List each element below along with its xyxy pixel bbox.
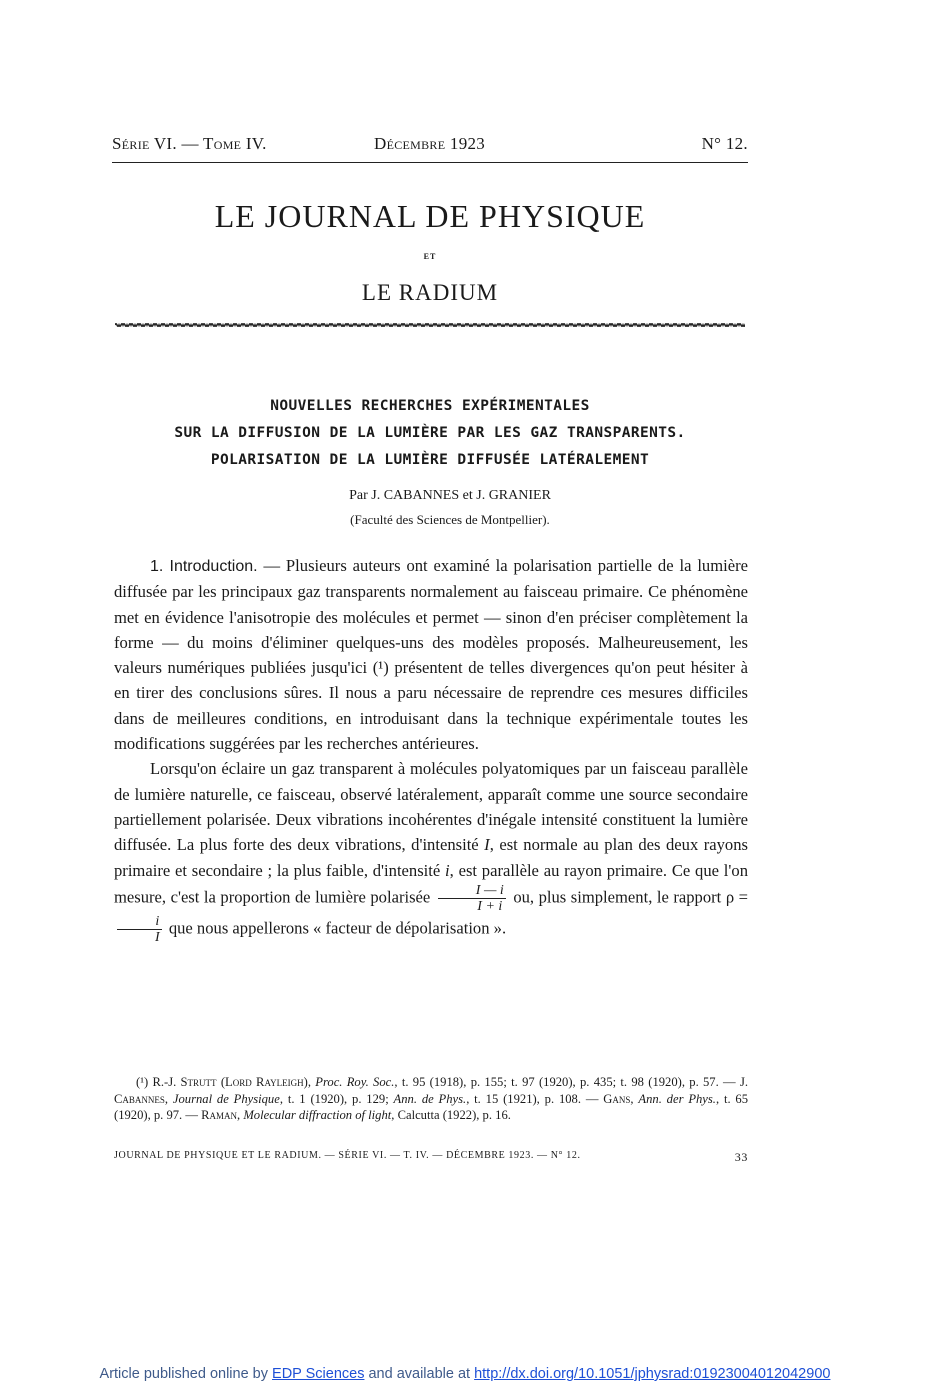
footnote-author: Gans bbox=[603, 1091, 631, 1106]
fraction-denominator: I bbox=[155, 929, 160, 945]
footnote-author: Raman bbox=[201, 1108, 238, 1123]
fraction-numerator: i bbox=[117, 914, 162, 930]
footnote-ref: , Calcutta (1922), p. 16. bbox=[391, 1108, 511, 1123]
article-body bbox=[114, 553, 748, 945]
series-volume: Série VI. — Tome IV. bbox=[112, 134, 267, 153]
rho-equation: ρ = bbox=[725, 887, 748, 907]
fraction-polarized bbox=[438, 883, 506, 914]
journal-title: LE JOURNAL DE PHYSIQUE bbox=[214, 198, 646, 234]
article-title-line-3: POLARISATION DE LA LUMIÈRE DIFFUSÉE LATÉRALEMENT bbox=[210, 452, 650, 468]
journal-subtitle: LE RADIUM bbox=[361, 280, 499, 305]
running-header bbox=[112, 134, 748, 156]
footnote-journal: Ann. de Phys. bbox=[393, 1091, 467, 1106]
footnote-sep: , bbox=[630, 1091, 639, 1106]
paragraph-2-text-d: ou, plus simplement, le rapport bbox=[508, 887, 726, 907]
paragraph-2-text-e: que nous appellerons « facteur de dépolarisation ». bbox=[164, 918, 507, 938]
banner-prefix: Article published online by bbox=[99, 1366, 273, 1382]
paragraph-2-text-b: , est normale au plan des deux rayons primaire et secondaire ; la plus faible, d'intensité bbox=[114, 835, 748, 880]
footnote-author: R.-J. Strutt (Lord Rayleigh) bbox=[152, 1075, 308, 1089]
symbol-I: I bbox=[484, 835, 490, 855]
footnote-journal: Ann. der Phys. bbox=[638, 1091, 716, 1106]
symbol-i: i bbox=[445, 860, 450, 880]
article-title-line-1: NOUVELLES RECHERCHES EXPÉRIMENTALES bbox=[270, 398, 590, 414]
journal-title-et: ET bbox=[423, 252, 437, 261]
affiliation: (Faculté des Sciences de Montpellier). bbox=[350, 512, 550, 527]
footnote-sep: , bbox=[237, 1108, 244, 1123]
footnote-journal: Molecular diffraction of light bbox=[243, 1108, 392, 1123]
section-heading: 1. Introduction. bbox=[150, 558, 258, 575]
page-number: 33 bbox=[734, 1150, 748, 1164]
banner-middle: and available at bbox=[364, 1366, 475, 1382]
article-title-line-2: SUR LA DIFFUSION DE LA LUMIÈRE PAR LES GAZ TRANSPARENTS. bbox=[174, 425, 686, 441]
publisher-link[interactable]: EDP Sciences bbox=[272, 1366, 365, 1382]
footer-citation: JOURNAL DE PHYSIQUE ET LE RADIUM. — SÉRIE VI. — T. IV. — DÉCEMBRE 1923. — N° 12. bbox=[114, 1150, 581, 1161]
paragraph-1-text: — Plusieurs auteurs ont examiné la polarisation partielle de la lumière diffusée par les principaux gaz transparents normalement au faisceau primaire. Ce phénomène met en évidence l'anisotropie des molécules et permet — sinon d'en préciser complètement la forme — du moins d'éliminer quelques-uns des modèles proposés. Malheureusement, les valeurs numériques publiées jusqu'ici (¹) présentent de telles divergences qu'on peut hésiter à en tirer des conclusions sûres. Il nous a paru nécessaire de reprendre ces mesures difficiles dans de meilleures conditions, en introduisant dans la technique expérimentale toutes les modifications suggérées par les recherches antérieures. bbox=[114, 556, 748, 754]
footnote-journal: Journal de Physique bbox=[172, 1091, 280, 1106]
fraction-denominator: I + i bbox=[477, 898, 503, 914]
footnote-ref: , t. 65 (1920), p. 97. — bbox=[114, 1091, 749, 1123]
footnote-journal: Proc. Roy. Soc. bbox=[315, 1075, 395, 1089]
header-rule bbox=[112, 162, 748, 163]
paragraph-2-text-c: , est parallèle au rayon primaire. Ce que l'on mesure, c'est la proportion de lumière polarisée bbox=[114, 860, 748, 907]
footnote-text bbox=[114, 1074, 748, 1124]
footnote-ref: , t. 1 (1920), p. 129; bbox=[279, 1091, 394, 1106]
authors: Par J. CABANNES et J. GRANIER bbox=[349, 488, 551, 503]
footnote bbox=[114, 1074, 748, 1124]
issue-number: N° 12. bbox=[701, 134, 748, 153]
issue-date: Décembre 1923 bbox=[374, 134, 486, 153]
fraction-depolarization bbox=[117, 914, 162, 945]
footnote-author: J. Cabannes bbox=[114, 1075, 749, 1106]
wavy-rule bbox=[115, 321, 745, 329]
publication-banner bbox=[0, 1366, 930, 1382]
footnote-sep: , bbox=[307, 1075, 316, 1089]
paragraph-2 bbox=[114, 756, 748, 944]
footnote-mark: (¹) bbox=[136, 1075, 153, 1089]
doi-link[interactable]: http://dx.doi.org/10.1051/jphysrad:01923004012042900 bbox=[474, 1366, 831, 1382]
paragraph-1 bbox=[114, 553, 748, 756]
fraction-numerator: I — i bbox=[438, 883, 506, 899]
paragraph-2-text-a: Lorsqu'on éclaire un gaz transparent à molécules polyatomiques par un faisceau parallèle de lumière naturelle, ce faisceau, observé latéralement, apparaît comme une source secondaire partiellement polarisée. Deux vibrations incohérentes d'inégale intensité constituent la lumière diffusée. La plus forte des deux vibrations, d'intensité bbox=[114, 759, 748, 855]
footnote-ref: , t. 15 (1921), p. 108. — bbox=[466, 1091, 604, 1106]
footnote-sep: , bbox=[164, 1091, 173, 1106]
footnote-ref: , t. 95 (1918), p. 155; t. 97 (1920), p. 435; t. 98 (1920), p. 57. — bbox=[394, 1075, 740, 1089]
